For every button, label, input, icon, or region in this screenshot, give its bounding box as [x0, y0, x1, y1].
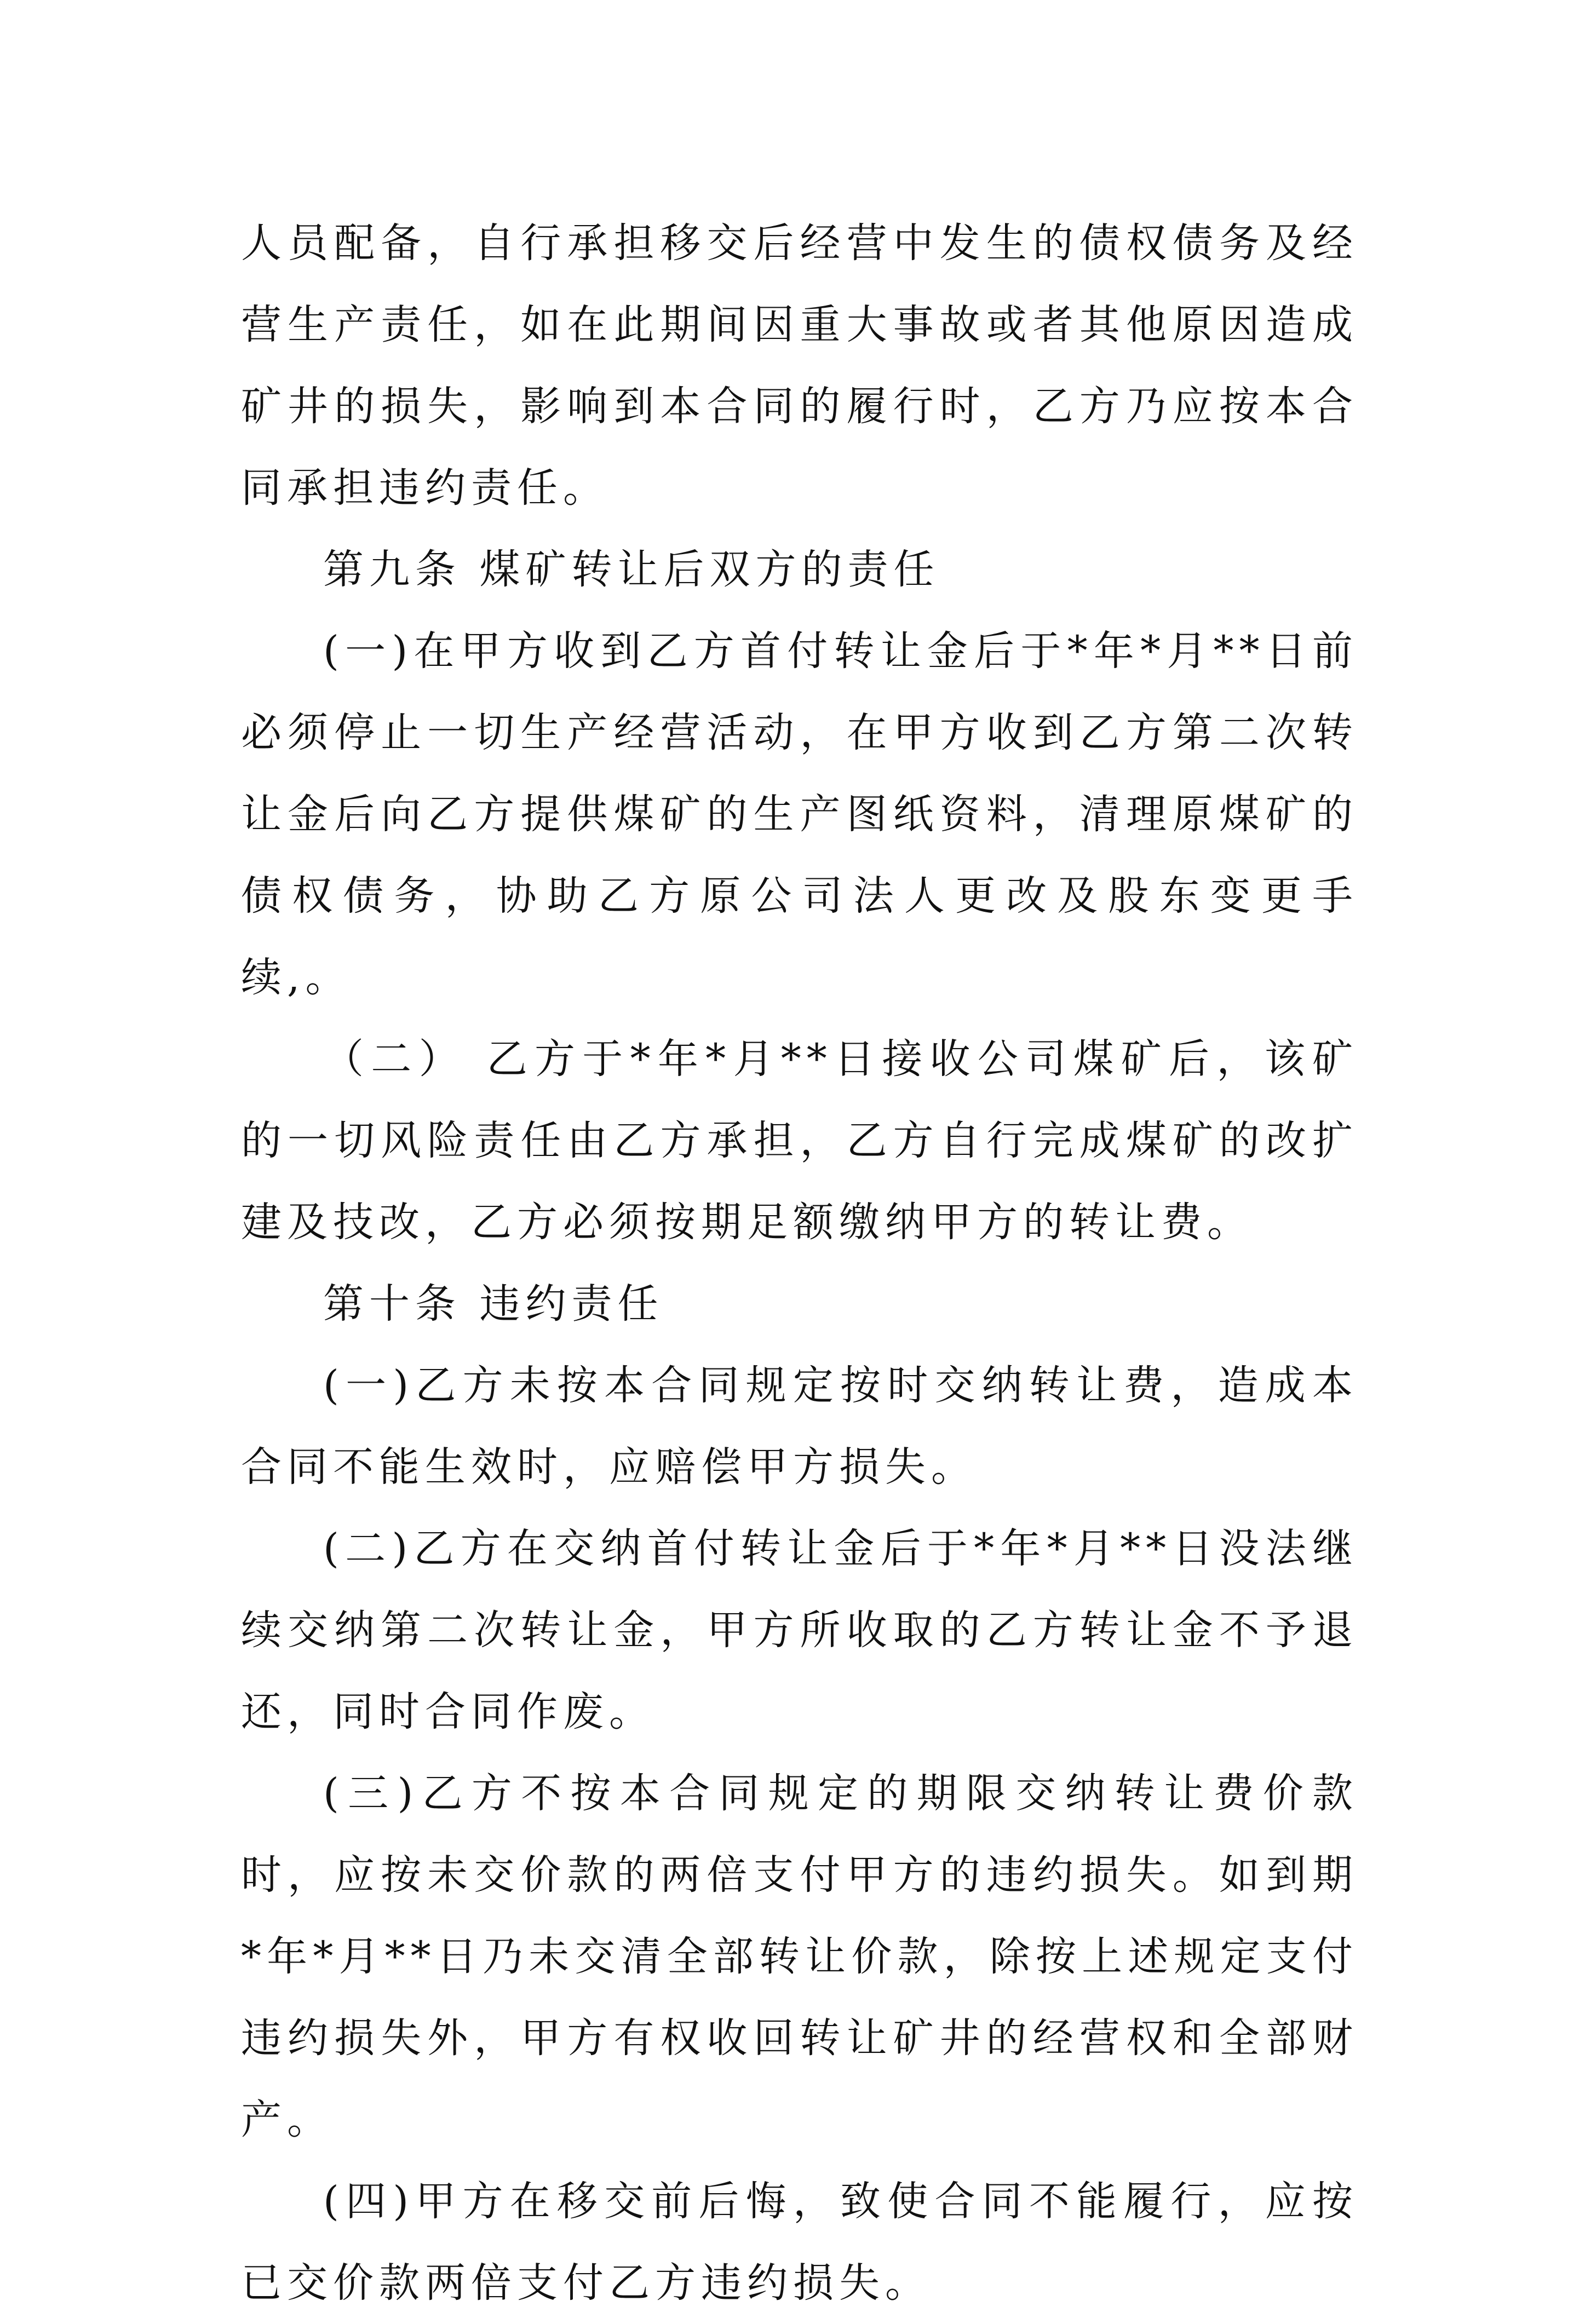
article-10-clause-3: (三)乙方不按本合同规定的期限交纳转让费价款时，应按未交价款的两倍支付甲方的违约损失。如到期*年*月**日乃未交清全部转让价款，除按上述规定支付违约损失外，甲方有权收回转让矿井的经营权和全部财产。: [241, 1770, 1358, 2143]
article-10-clause-1: (一)乙方未按本合同规定按时交纳转让费，造成本合同不能生效时，应赔偿甲方损失。: [241, 1362, 1358, 1491]
article-10-clause-4: (四)甲方在移交前后悔，致使合同不能履行，应按已交价款两倍支付乙方违约损失。: [241, 2178, 1358, 2306]
article-9-heading: 第九条 煤矿转让后双方的责任: [323, 546, 940, 593]
document-body: [241, 203, 1358, 2324]
article-9-clause-1: (一)在甲方收到乙方首付转让金后于*年*月**日前必须停止一切生产经营活动，在甲方收到乙方第二次转让金后向乙方提供煤矿的生产图纸资料，清理原煤矿的债权债务，协助乙方原公司法人更改及股东变更手续,。: [241, 628, 1358, 1001]
article-10-heading: 第十条 违约责任: [323, 1280, 664, 1327]
article-10-clause-2: (二)乙方在交纳首付转让金后于*年*月**日没法继续交纳第二次转让金，甲方所收取的乙方转让金不予退还，同时合同作废。: [241, 1525, 1358, 1735]
article-9-clause-2: （二） 乙方于*年*月**日接收公司煤矿后，该矿的一切风险责任由乙方承担，乙方自行完成煤矿的改扩建及技改，乙方必须按期足额缴纳甲方的转让费。: [241, 1036, 1358, 1246]
paragraph-continuation: 人员配备，自行承担移交后经营中发生的债权债务及经营生产责任，如在此期间因重大事故或者其他原因造成矿井的损失，影响到本合同的履行时，乙方乃应按本合同承担违约责任。: [241, 220, 1358, 511]
